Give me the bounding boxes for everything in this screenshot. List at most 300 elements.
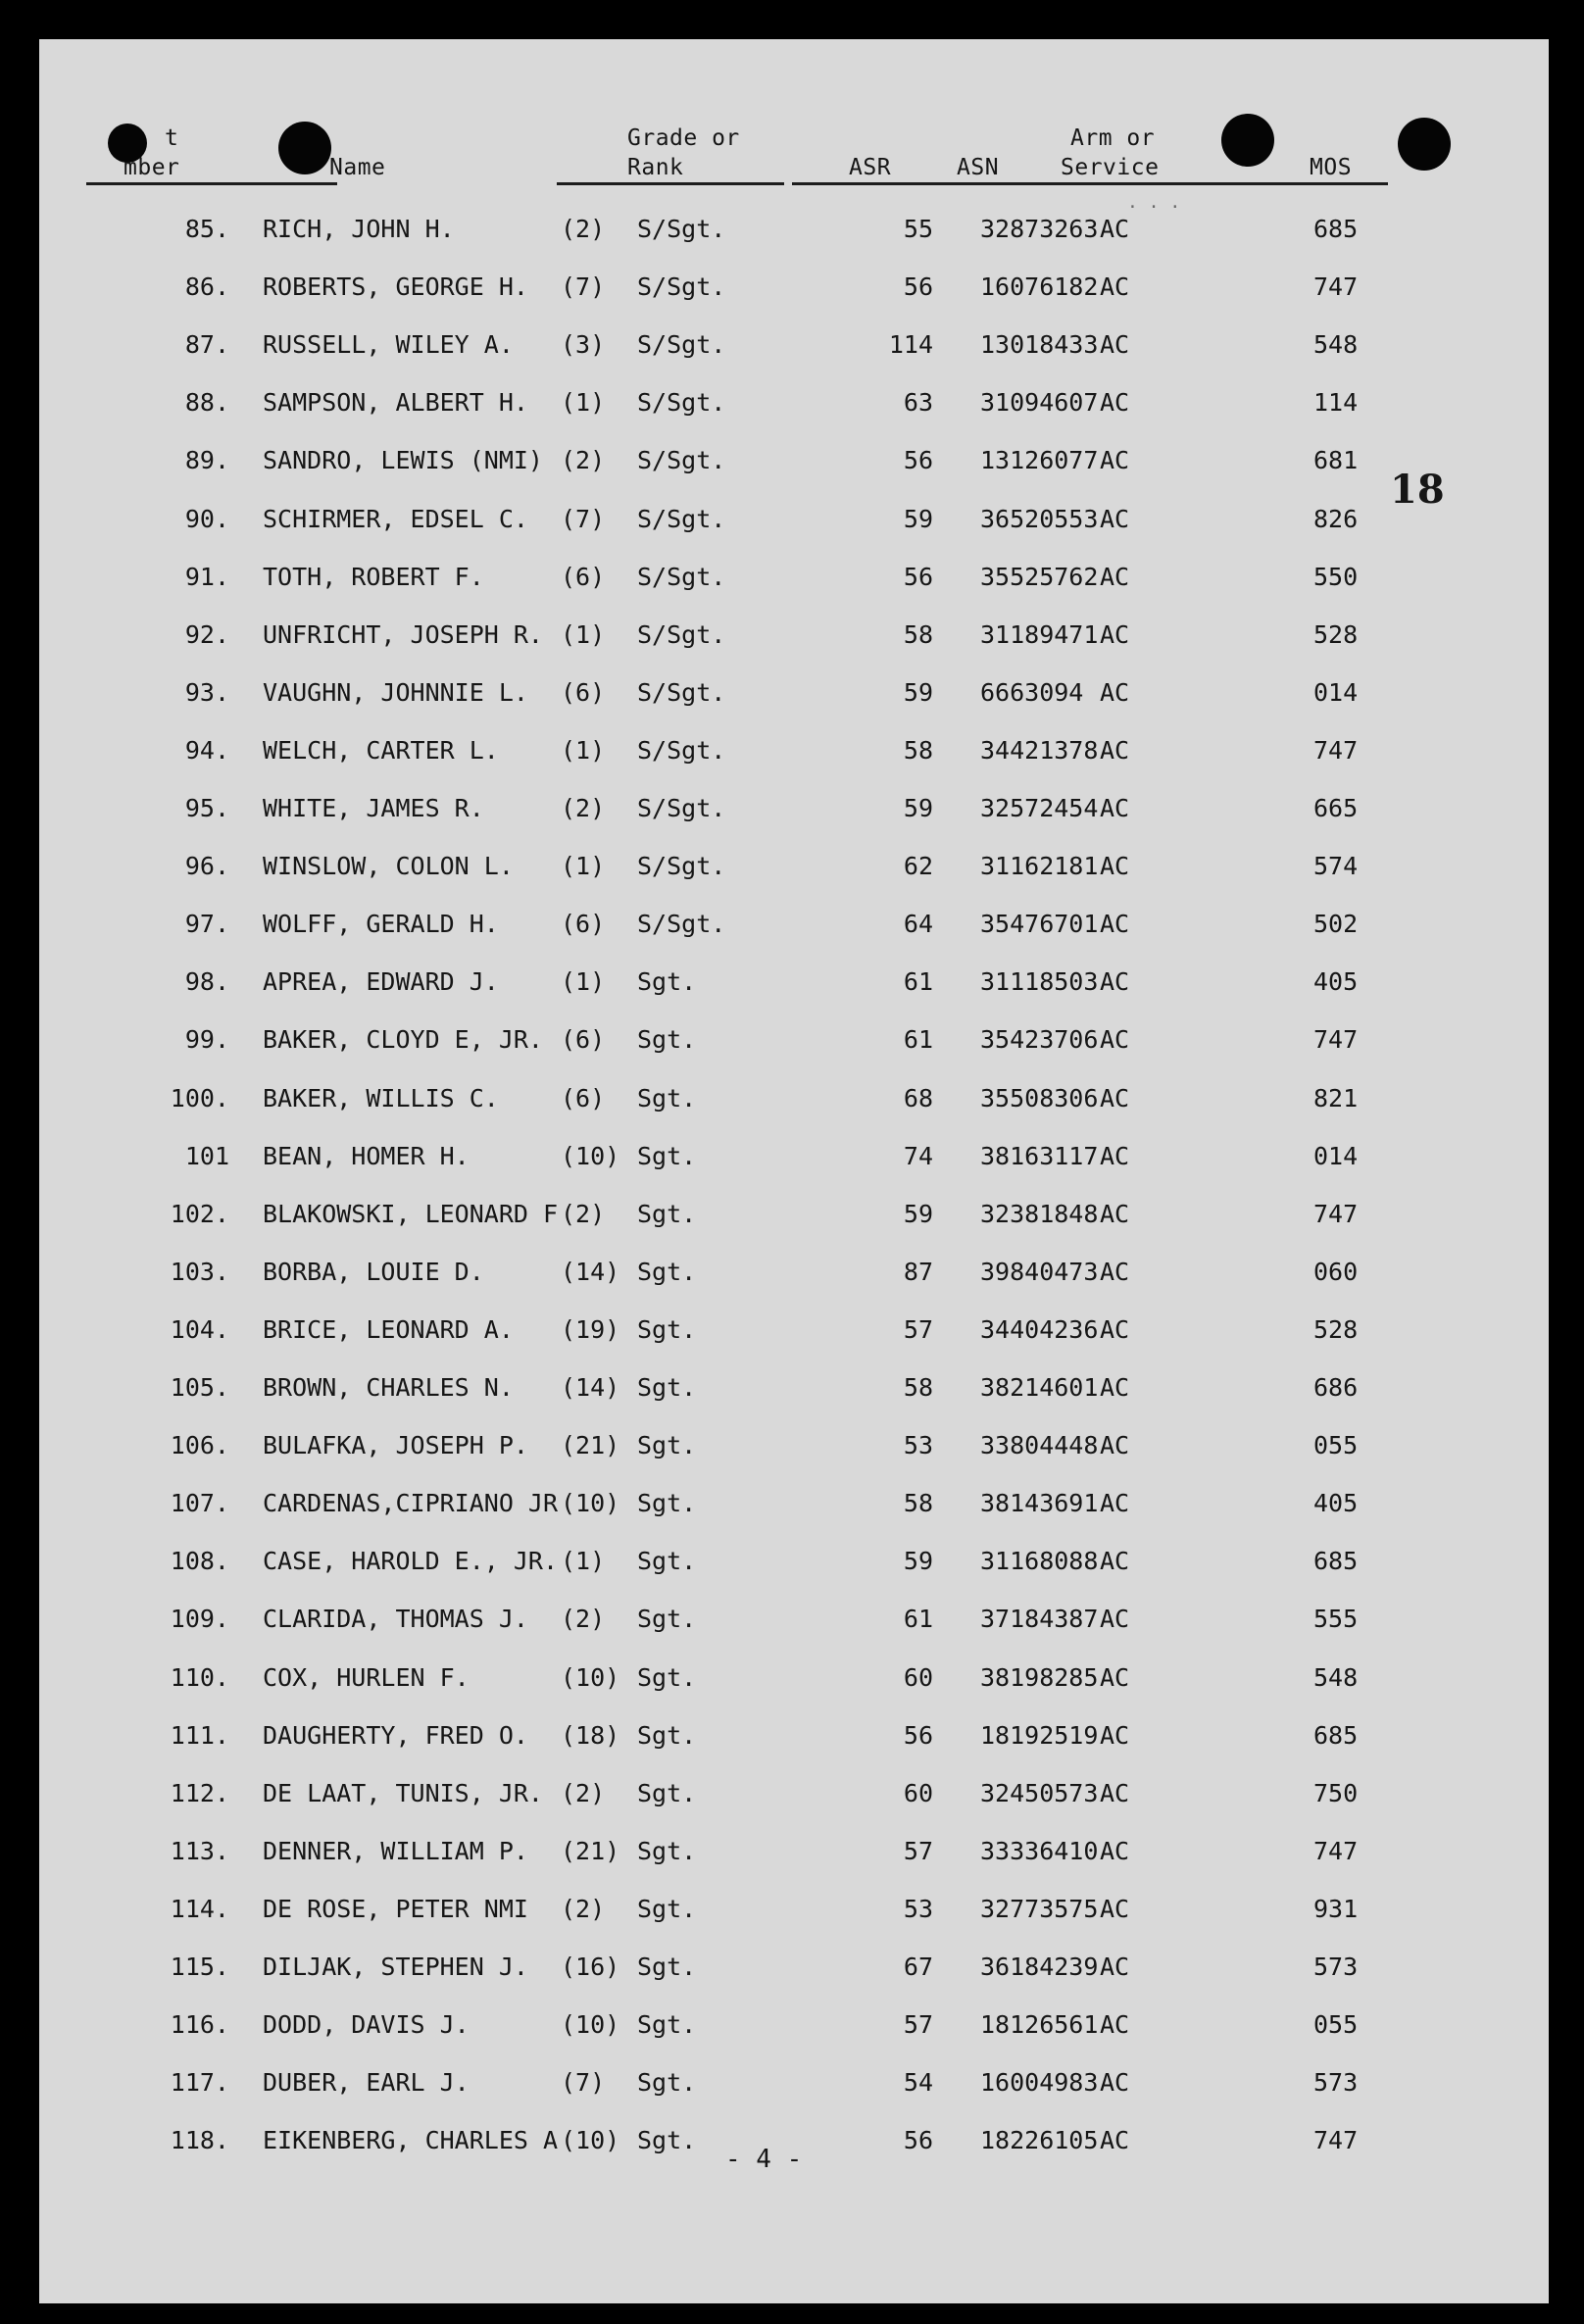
table-row xyxy=(39,1306,1549,1355)
name-cell: BULAFKA, JOSEPH P. xyxy=(263,1431,528,1460)
arm-cell: AC xyxy=(1100,1489,1130,1518)
table-row xyxy=(39,1943,1549,1992)
grade-cell: S/Sgt. xyxy=(637,735,726,765)
asr-cell: 63 xyxy=(903,388,933,418)
table-row xyxy=(39,611,1549,660)
row-number: 103. xyxy=(170,1257,229,1286)
grade-cell: S/Sgt. xyxy=(637,562,726,591)
name-cell: DENNER, WILLIAM P. xyxy=(263,1836,528,1865)
name-cell: SCHIRMER, EDSEL C. xyxy=(263,504,528,533)
arm-cell: AC xyxy=(1100,1025,1130,1055)
row-number: 100. xyxy=(170,1083,229,1113)
asn-cell: 37184387 xyxy=(980,1605,1099,1634)
mos-cell: 055 xyxy=(1313,1431,1359,1460)
table-row xyxy=(39,1190,1549,1239)
arm-cell: AC xyxy=(1100,1257,1130,1286)
asn-cell: 36184239 xyxy=(980,1953,1099,1981)
header-number-line2: mber xyxy=(124,155,180,180)
table-row xyxy=(39,1363,1549,1412)
grade-cell: Sgt. xyxy=(637,1199,697,1228)
row-number: 111. xyxy=(170,1720,229,1750)
arm-cell: AC xyxy=(1100,1199,1130,1228)
name-cell: SANDRO, LEWIS (NMI) xyxy=(263,446,543,475)
arm-cell: AC xyxy=(1100,619,1130,649)
header-arm-line1: Arm or xyxy=(1070,125,1156,151)
name-cell: DAUGHERTY, FRED O. xyxy=(263,1720,528,1750)
name-cell: WINSLOW, COLON L. xyxy=(263,852,514,881)
name-cell: DE ROSE, PETER NMI xyxy=(263,1894,528,1923)
row-number: 117. xyxy=(170,2068,229,2098)
name-cell: BLAKOWSKI, LEONARD F xyxy=(263,1199,559,1228)
asn-cell: 32773575 xyxy=(980,1894,1099,1923)
row-number: 115. xyxy=(170,1953,229,1981)
group-cell: (2) xyxy=(561,794,606,822)
row-number: 106. xyxy=(170,1431,229,1460)
asn-cell: 33336410 xyxy=(980,1836,1099,1865)
row-number: 114. xyxy=(170,1894,229,1923)
table-row xyxy=(39,205,1549,254)
row-number: 99. xyxy=(184,1025,229,1055)
arm-cell: AC xyxy=(1100,677,1130,707)
asn-cell: 32450573 xyxy=(980,1778,1099,1807)
asn-cell: 18226105 xyxy=(980,2126,1099,2155)
mos-cell: 573 xyxy=(1313,1953,1359,1981)
group-cell: (1) xyxy=(561,1547,606,1576)
table-row xyxy=(39,553,1549,602)
mos-cell: 528 xyxy=(1313,1314,1359,1344)
table-row xyxy=(39,1595,1549,1644)
name-cell: BAKER, CLOYD E, JR. xyxy=(263,1025,543,1055)
mos-cell: 405 xyxy=(1313,967,1359,997)
arm-cell: AC xyxy=(1100,1953,1130,1981)
asn-cell: 18126561 xyxy=(980,2010,1099,2040)
mos-cell: 405 xyxy=(1313,1489,1359,1518)
grade-cell: Sgt. xyxy=(637,1314,697,1344)
table-row xyxy=(39,378,1549,427)
row-number: 101 xyxy=(184,1141,229,1170)
header-rule-right xyxy=(792,182,1388,185)
row-number: 91. xyxy=(184,562,229,591)
asn-cell: 35423706 xyxy=(980,1025,1099,1055)
mos-cell: 528 xyxy=(1313,619,1359,649)
table-row xyxy=(39,436,1549,485)
group-cell: (7) xyxy=(561,272,606,302)
mos-cell: 055 xyxy=(1313,2010,1359,2040)
table-row xyxy=(39,958,1549,1007)
mos-cell: 826 xyxy=(1313,504,1359,533)
asn-cell: 31162181 xyxy=(980,852,1099,881)
grade-cell: S/Sgt. xyxy=(637,794,726,822)
group-cell: (2) xyxy=(561,1894,606,1923)
group-cell: (2) xyxy=(561,1199,606,1228)
mos-cell: 014 xyxy=(1313,677,1359,707)
group-cell: (18) xyxy=(561,1720,620,1750)
table-row xyxy=(39,1654,1549,1703)
arm-cell: AC xyxy=(1100,388,1130,418)
bleed-through-mark: . . . xyxy=(1127,192,1181,213)
punch-hole-right xyxy=(1398,118,1451,171)
mos-cell: 502 xyxy=(1313,910,1359,939)
group-cell: (19) xyxy=(561,1314,620,1344)
group-cell: (2) xyxy=(561,215,606,243)
mos-cell: 821 xyxy=(1313,1083,1359,1113)
asn-cell: 38163117 xyxy=(980,1141,1099,1170)
group-cell: (21) xyxy=(561,1836,620,1865)
row-number: 95. xyxy=(184,794,229,822)
document-page xyxy=(39,39,1549,2303)
asn-cell: 32873263 xyxy=(980,215,1099,243)
name-cell: CLARIDA, THOMAS J. xyxy=(263,1605,528,1634)
group-cell: (1) xyxy=(561,388,606,418)
grade-cell: Sgt. xyxy=(637,1083,697,1113)
table-row xyxy=(39,1479,1549,1528)
asr-cell: 55 xyxy=(903,215,933,243)
asr-cell: 53 xyxy=(903,1894,933,1923)
asn-cell: 35525762 xyxy=(980,562,1099,591)
row-number: 110. xyxy=(170,1662,229,1692)
name-cell: SAMPSON, ALBERT H. xyxy=(263,388,528,418)
mos-cell: 550 xyxy=(1313,562,1359,591)
group-cell: (1) xyxy=(561,619,606,649)
mos-cell: 548 xyxy=(1313,1662,1359,1692)
grade-cell: Sgt. xyxy=(637,1431,697,1460)
header-name: Name xyxy=(329,155,386,180)
asn-cell: 35508306 xyxy=(980,1083,1099,1113)
asn-cell: 38143691 xyxy=(980,1489,1099,1518)
table-row xyxy=(39,321,1549,370)
table-row xyxy=(39,668,1549,717)
arm-cell: AC xyxy=(1100,1836,1130,1865)
grade-cell: Sgt. xyxy=(637,2010,697,2040)
asr-cell: 68 xyxy=(903,1083,933,1113)
name-cell: DILJAK, STEPHEN J. xyxy=(263,1953,528,1981)
asr-cell: 60 xyxy=(903,1662,933,1692)
grade-cell: Sgt. xyxy=(637,1836,697,1865)
header-grade-line1: Grade or xyxy=(627,125,740,151)
grade-cell: Sgt. xyxy=(637,1489,697,1518)
arm-cell: AC xyxy=(1100,1141,1130,1170)
row-number: 85. xyxy=(184,215,229,243)
mos-cell: 014 xyxy=(1313,1141,1359,1170)
asn-cell: 16076182 xyxy=(980,272,1099,302)
table-row xyxy=(39,1827,1549,1876)
mos-cell: 685 xyxy=(1313,1547,1359,1576)
grade-cell: Sgt. xyxy=(637,2068,697,2098)
row-number: 112. xyxy=(170,1778,229,1807)
mos-cell: 114 xyxy=(1313,388,1359,418)
asr-cell: 67 xyxy=(903,1953,933,1981)
arm-cell: AC xyxy=(1100,2068,1130,2098)
asr-cell: 59 xyxy=(903,677,933,707)
row-number: 97. xyxy=(184,910,229,939)
grade-cell: Sgt. xyxy=(637,1257,697,1286)
grade-cell: Sgt. xyxy=(637,1373,697,1402)
asr-cell: 61 xyxy=(903,1605,933,1634)
group-cell: (6) xyxy=(561,910,606,939)
name-cell: DODD, DAVIS J. xyxy=(263,2010,470,2040)
grade-cell: S/Sgt. xyxy=(637,446,726,475)
table-row xyxy=(39,726,1549,775)
name-cell: COX, HURLEN F. xyxy=(263,1662,470,1692)
mos-cell: 555 xyxy=(1313,1605,1359,1634)
mos-cell: 931 xyxy=(1313,1894,1359,1923)
group-cell: (10) xyxy=(561,2010,620,2040)
mos-cell: 747 xyxy=(1313,2126,1359,2155)
grade-cell: Sgt. xyxy=(637,1953,697,1981)
arm-cell: AC xyxy=(1100,1431,1130,1460)
group-cell: (6) xyxy=(561,1083,606,1113)
grade-cell: S/Sgt. xyxy=(637,504,726,533)
grade-cell: Sgt. xyxy=(637,1720,697,1750)
row-number: 98. xyxy=(184,967,229,997)
group-cell: (14) xyxy=(561,1373,620,1402)
asn-cell: 13126077 xyxy=(980,446,1099,475)
arm-cell: AC xyxy=(1100,2126,1130,2155)
table-row xyxy=(39,2001,1549,2050)
asn-cell: 31094607 xyxy=(980,388,1099,418)
name-cell: CARDENAS,CIPRIANO JR xyxy=(263,1489,559,1518)
group-cell: (3) xyxy=(561,330,606,360)
mos-cell: 548 xyxy=(1313,330,1359,360)
asr-cell: 56 xyxy=(903,562,933,591)
arm-cell: AC xyxy=(1100,1720,1130,1750)
asr-cell: 58 xyxy=(903,735,933,765)
asn-cell: 34404236 xyxy=(980,1314,1099,1344)
name-cell: WOLFF, GERALD H. xyxy=(263,910,499,939)
asn-cell: 31118503 xyxy=(980,967,1099,997)
name-cell: EIKENBERG, CHARLES A xyxy=(263,2126,559,2155)
table-row xyxy=(39,1769,1549,1818)
grade-cell: S/Sgt. xyxy=(637,910,726,939)
row-number: 93. xyxy=(184,677,229,707)
header-grade-line2: Rank xyxy=(627,155,684,180)
header-rule-grade xyxy=(557,182,784,185)
asr-cell: 87 xyxy=(903,1257,933,1286)
row-number: 118. xyxy=(170,2126,229,2155)
mos-cell: 681 xyxy=(1313,446,1359,475)
punch-hole-middle xyxy=(1221,114,1274,167)
asr-cell: 57 xyxy=(903,2010,933,2040)
arm-cell: AC xyxy=(1100,562,1130,591)
arm-cell: AC xyxy=(1100,1605,1130,1634)
row-number: 92. xyxy=(184,619,229,649)
arm-cell: AC xyxy=(1100,794,1130,822)
grade-cell: Sgt. xyxy=(637,1025,697,1055)
asn-cell: 31189471 xyxy=(980,619,1099,649)
table-row xyxy=(39,900,1549,949)
group-cell: (10) xyxy=(561,2126,620,2155)
row-number: 89. xyxy=(184,446,229,475)
group-cell: (21) xyxy=(561,1431,620,1460)
table-row xyxy=(39,842,1549,891)
punch-hole-left xyxy=(278,122,331,174)
row-number: 94. xyxy=(184,735,229,765)
arm-cell: AC xyxy=(1100,215,1130,243)
asn-cell: 38214601 xyxy=(980,1373,1099,1402)
grade-cell: S/Sgt. xyxy=(637,619,726,649)
header-asr: ASR xyxy=(849,155,892,180)
group-cell: (1) xyxy=(561,852,606,881)
asr-cell: 60 xyxy=(903,1778,933,1807)
asn-cell: 39840473 xyxy=(980,1257,1099,1286)
asn-cell: 36520553 xyxy=(980,504,1099,533)
grade-cell: Sgt. xyxy=(637,1605,697,1634)
asn-cell: 34421378 xyxy=(980,735,1099,765)
name-cell: BROWN, CHARLES N. xyxy=(263,1373,514,1402)
header-number-line1: t xyxy=(165,125,179,151)
arm-cell: AC xyxy=(1100,2010,1130,2040)
mos-cell: 750 xyxy=(1313,1778,1359,1807)
name-cell: BRICE, LEONARD A. xyxy=(263,1314,514,1344)
asr-cell: 61 xyxy=(903,1025,933,1055)
table-row xyxy=(39,1885,1549,1934)
arm-cell: AC xyxy=(1100,1894,1130,1923)
header-rule-left xyxy=(86,182,337,185)
asr-cell: 64 xyxy=(903,910,933,939)
asr-cell: 58 xyxy=(903,1489,933,1518)
mos-cell: 747 xyxy=(1313,1836,1359,1865)
grade-cell: Sgt. xyxy=(637,1141,697,1170)
group-cell: (10) xyxy=(561,1662,620,1692)
group-cell: (6) xyxy=(561,1025,606,1055)
row-number: 90. xyxy=(184,504,229,533)
table-row xyxy=(39,1015,1549,1064)
grade-cell: S/Sgt. xyxy=(637,677,726,707)
table-row xyxy=(39,2058,1549,2107)
grade-cell: Sgt. xyxy=(637,967,697,997)
row-number: 116. xyxy=(170,2010,229,2040)
asr-cell: 114 xyxy=(888,330,933,360)
name-cell: WELCH, CARTER L. xyxy=(263,735,499,765)
grade-cell: S/Sgt. xyxy=(637,852,726,881)
name-cell: BAKER, WILLIS C. xyxy=(263,1083,499,1113)
grade-cell: S/Sgt. xyxy=(637,388,726,418)
table-row xyxy=(39,1537,1549,1586)
mos-cell: 747 xyxy=(1313,272,1359,302)
mos-cell: 665 xyxy=(1313,794,1359,822)
asr-cell: 58 xyxy=(903,1373,933,1402)
name-cell: VAUGHN, JOHNNIE L. xyxy=(263,677,528,707)
grade-cell: Sgt. xyxy=(637,1662,697,1692)
grade-cell: Sgt. xyxy=(637,1894,697,1923)
asn-cell: 16004983 xyxy=(980,2068,1099,2098)
asn-cell: 31168088 xyxy=(980,1547,1099,1576)
table-row xyxy=(39,263,1549,312)
group-cell: (16) xyxy=(561,1953,620,1981)
name-cell: ROBERTS, GEORGE H. xyxy=(263,272,528,302)
name-cell: APREA, EDWARD J. xyxy=(263,967,499,997)
asr-cell: 56 xyxy=(903,1720,933,1750)
group-cell: (2) xyxy=(561,1605,606,1634)
name-cell: DUBER, EARL J. xyxy=(263,2068,470,2098)
name-cell: RICH, JOHN H. xyxy=(263,215,455,243)
mos-cell: 685 xyxy=(1313,1720,1359,1750)
group-cell: (1) xyxy=(561,967,606,997)
asn-cell: 6663094 xyxy=(980,677,1084,707)
arm-cell: AC xyxy=(1100,504,1130,533)
row-number: 87. xyxy=(184,330,229,360)
group-cell: (1) xyxy=(561,735,606,765)
arm-cell: AC xyxy=(1100,330,1130,360)
row-number: 105. xyxy=(170,1373,229,1402)
row-number: 113. xyxy=(170,1836,229,1865)
mos-cell: 060 xyxy=(1313,1257,1359,1286)
row-number: 107. xyxy=(170,1489,229,1518)
name-cell: RUSSELL, WILEY A. xyxy=(263,330,514,360)
arm-cell: AC xyxy=(1100,446,1130,475)
asr-cell: 57 xyxy=(903,1314,933,1344)
arm-cell: AC xyxy=(1100,735,1130,765)
mos-cell: 686 xyxy=(1313,1373,1359,1402)
asn-cell: 35476701 xyxy=(980,910,1099,939)
asr-cell: 58 xyxy=(903,619,933,649)
arm-cell: AC xyxy=(1100,272,1130,302)
asr-cell: 62 xyxy=(903,852,933,881)
arm-cell: AC xyxy=(1100,852,1130,881)
arm-cell: AC xyxy=(1100,1778,1130,1807)
table-row xyxy=(39,784,1549,833)
asr-cell: 54 xyxy=(903,2068,933,2098)
table-row xyxy=(39,1711,1549,1760)
asr-cell: 59 xyxy=(903,1199,933,1228)
row-number: 88. xyxy=(184,388,229,418)
group-cell: (6) xyxy=(561,677,606,707)
row-number: 104. xyxy=(170,1314,229,1344)
asr-cell: 56 xyxy=(903,272,933,302)
asr-cell: 56 xyxy=(903,2126,933,2155)
page-number: - 4 - xyxy=(725,2145,803,2174)
side-mark: 18 xyxy=(1390,467,1445,513)
asn-cell: 38198285 xyxy=(980,1662,1099,1692)
mos-cell: 573 xyxy=(1313,2068,1359,2098)
header-arm-line2: Service xyxy=(1061,155,1160,180)
header-mos: MOS xyxy=(1310,155,1353,180)
arm-cell: AC xyxy=(1100,967,1130,997)
asr-cell: 59 xyxy=(903,1547,933,1576)
asr-cell: 57 xyxy=(903,1836,933,1865)
asn-cell: 18192519 xyxy=(980,1720,1099,1750)
group-cell: (7) xyxy=(561,504,606,533)
row-number: 108. xyxy=(170,1547,229,1576)
asn-cell: 13018433 xyxy=(980,330,1099,360)
row-number: 109. xyxy=(170,1605,229,1634)
table-row xyxy=(39,495,1549,544)
group-cell: (6) xyxy=(561,562,606,591)
asr-cell: 59 xyxy=(903,504,933,533)
grade-cell: S/Sgt. xyxy=(637,330,726,360)
grade-cell: Sgt. xyxy=(637,2126,697,2155)
table-row xyxy=(39,1132,1549,1181)
arm-cell: AC xyxy=(1100,1662,1130,1692)
mos-cell: 685 xyxy=(1313,215,1359,243)
asn-cell: 33804448 xyxy=(980,1431,1099,1460)
asn-cell: 32572454 xyxy=(980,794,1099,822)
group-cell: (14) xyxy=(561,1257,620,1286)
row-number: 96. xyxy=(184,852,229,881)
grade-cell: Sgt. xyxy=(637,1547,697,1576)
table-row xyxy=(39,1074,1549,1123)
asr-cell: 74 xyxy=(903,1141,933,1170)
arm-cell: AC xyxy=(1100,1547,1130,1576)
name-cell: BEAN, HOMER H. xyxy=(263,1141,470,1170)
header-asn: ASN xyxy=(957,155,1000,180)
group-cell: (2) xyxy=(561,446,606,475)
mos-cell: 747 xyxy=(1313,1025,1359,1055)
name-cell: TOTH, ROBERT F. xyxy=(263,562,484,591)
asr-cell: 56 xyxy=(903,446,933,475)
grade-cell: Sgt. xyxy=(637,1778,697,1807)
arm-cell: AC xyxy=(1100,1314,1130,1344)
